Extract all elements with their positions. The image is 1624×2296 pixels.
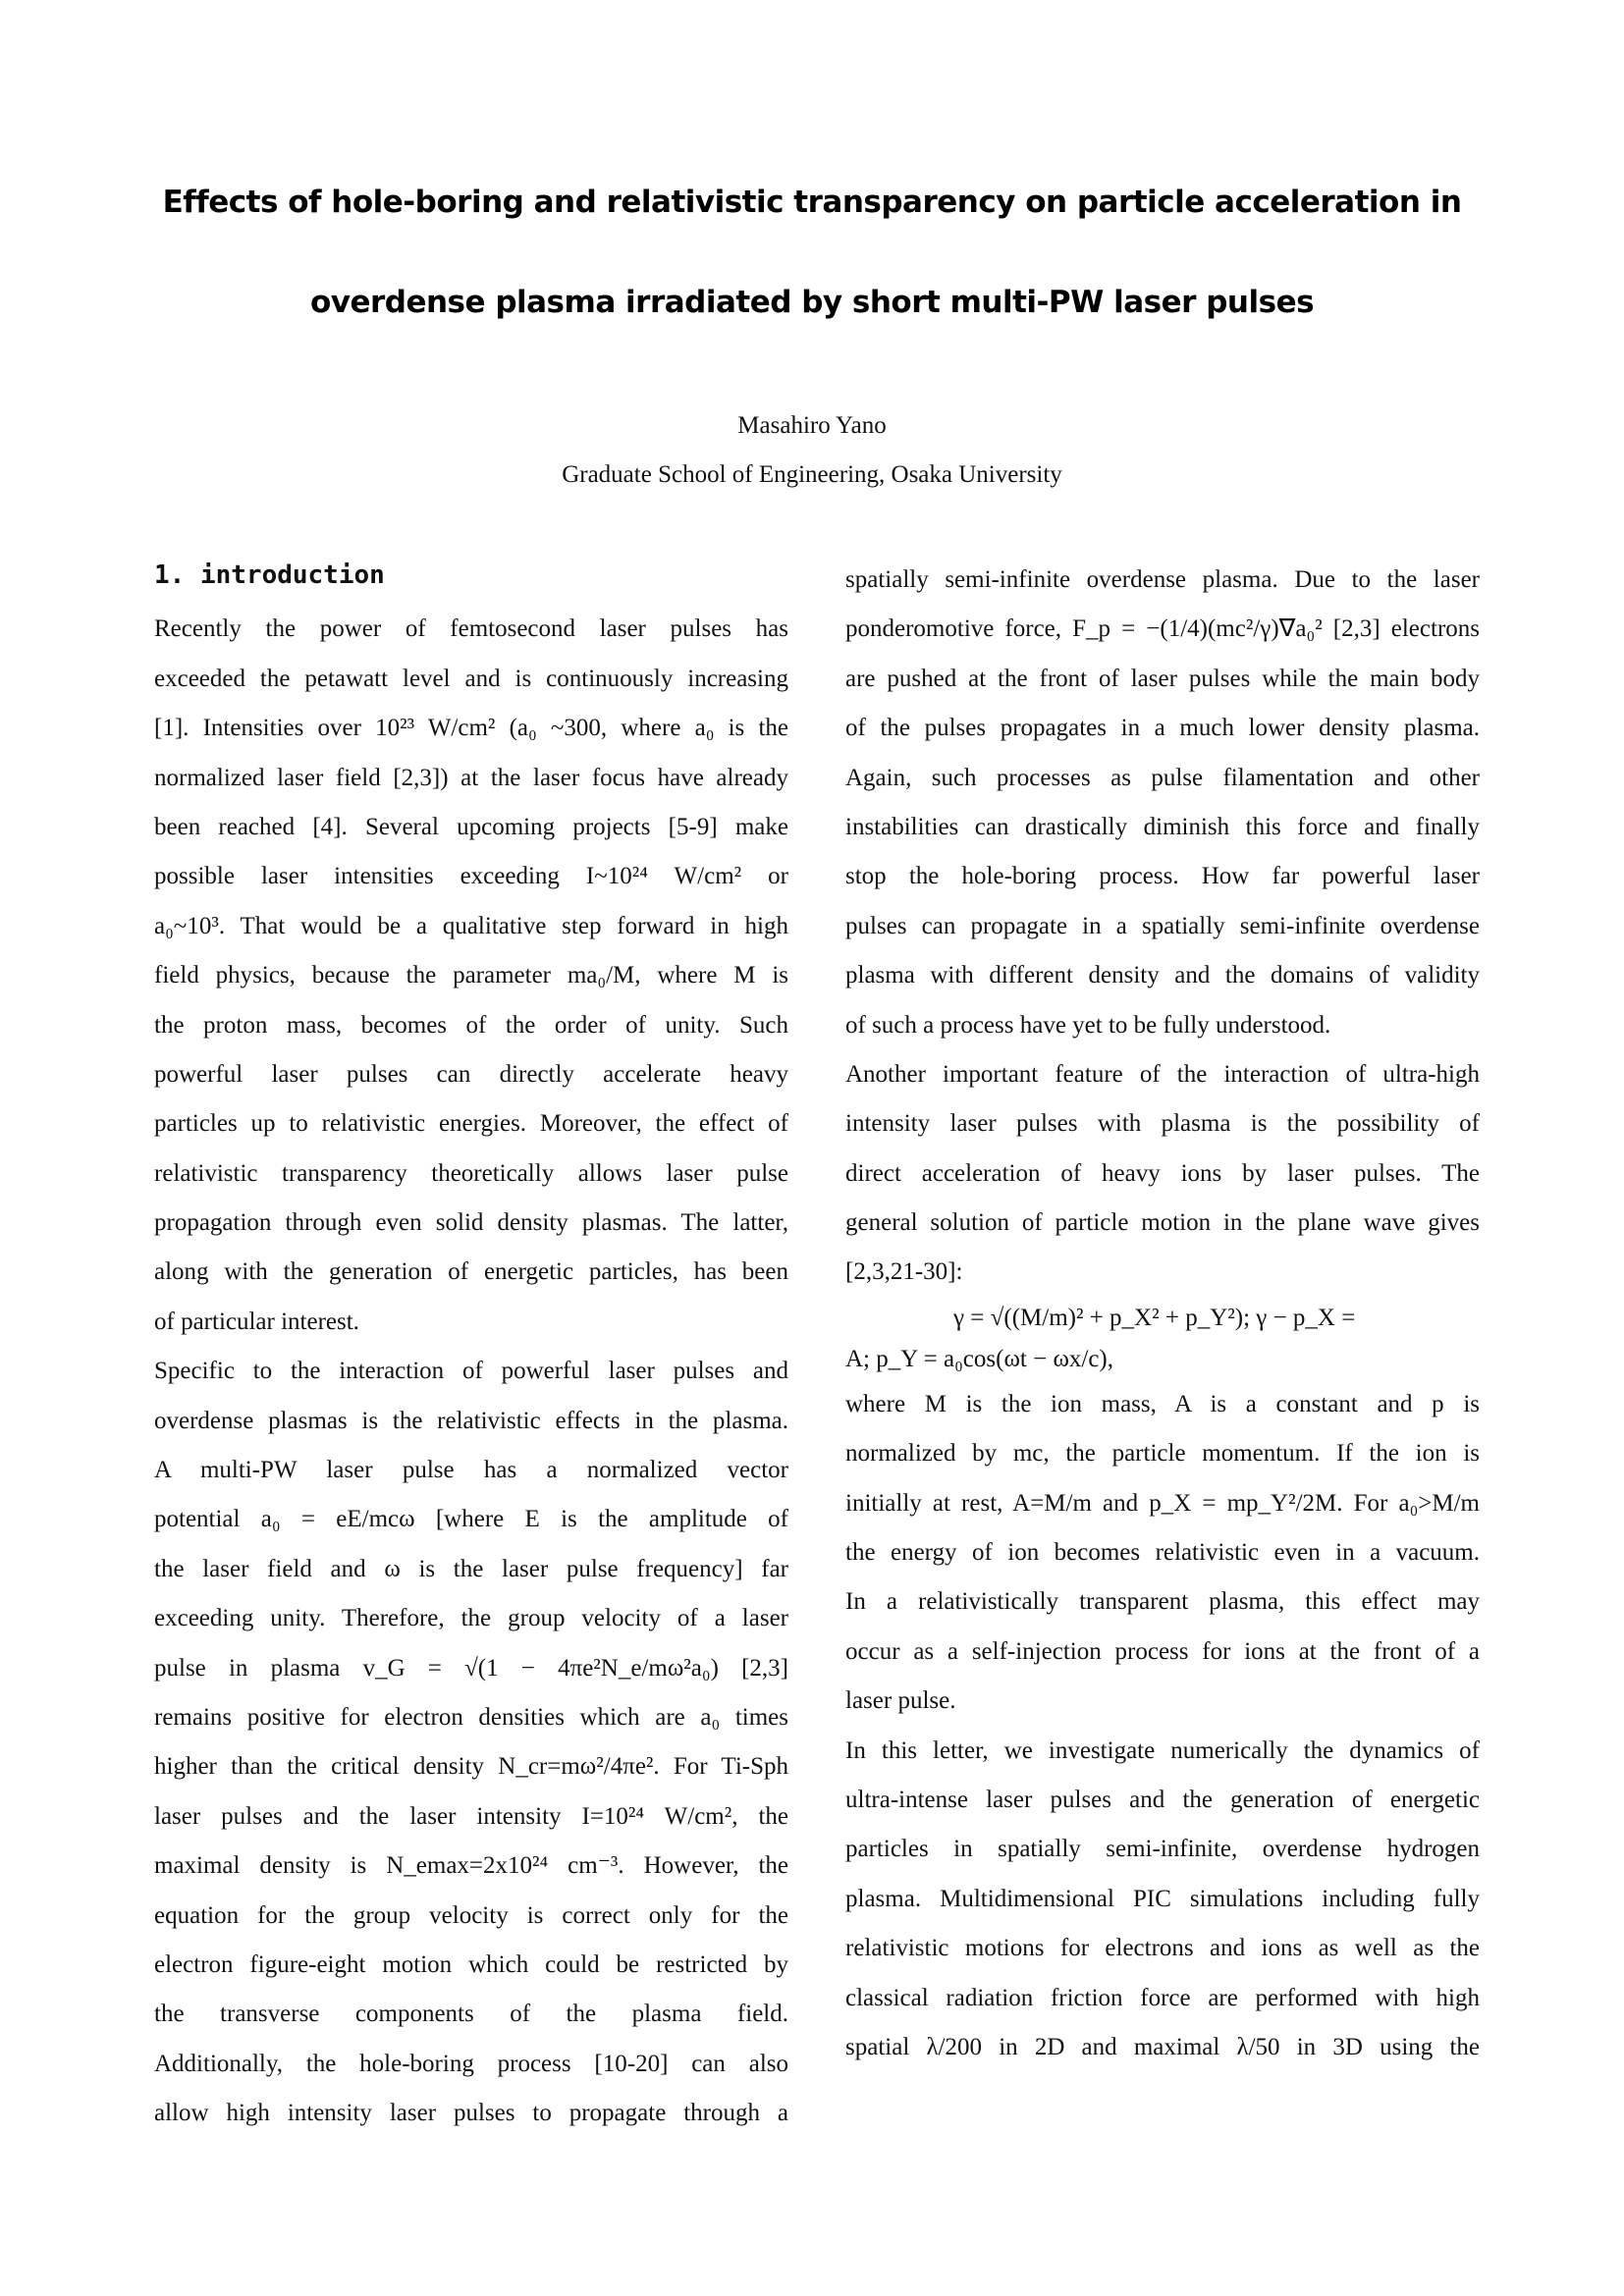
body-line: Specific to the interaction of powerful laser pulses and — [154, 1358, 788, 1385]
author-affiliation: Graduate School of Engineering, Osaka University — [562, 461, 1062, 488]
body-line: Again, such processes as pulse filamentation and other — [845, 764, 1480, 791]
body-line: of such a process have yet to be fully understood. — [845, 1011, 1331, 1039]
body-line: general solution of particle motion in the plane wave gives — [845, 1209, 1480, 1237]
body-line: Recently the power of femtosecond laser pulses has — [154, 615, 788, 643]
body-line: laser pulse. — [845, 1687, 956, 1715]
body-line: spatially semi-infinite overdense plasma. Due to the laser — [845, 566, 1480, 593]
body-line: particles in spatially semi-infinite, overdense hydrogen — [845, 1836, 1480, 1863]
body-line: of the pulses propagates in a much lower density plasma. — [845, 715, 1480, 742]
body-line: occur as a self-injection process for ions at the front of a — [845, 1637, 1480, 1665]
body-line: exceeding unity. Therefore, the group velocity of a laser — [154, 1605, 788, 1632]
paper-title-line-1: Effects of hole-boring and relativistic transparency on particle acceleration in — [162, 185, 1462, 220]
body-line: higher than the critical density N_cr=mω²/4πe². For Ti-Sph — [154, 1753, 788, 1781]
body-line: spatial λ/200 in 2D and maximal λ/50 in 3D using the — [845, 2033, 1480, 2060]
body-line: [1]. Intensities over 10²³ W/cm² (a₀ ~300, where a₀ is the — [154, 715, 788, 742]
body-line: relativistic motions for electrons and ions as well as the — [845, 1935, 1480, 1962]
body-line: normalized laser field [2,3]) at the laser focus have already — [154, 764, 788, 791]
body-line: overdense plasmas is the relativistic effects in the plasma. — [154, 1407, 788, 1434]
body-line-equation: ponderomotive force, F_p = −(1/4)(mc²/γ)∇a₀² [2,3] electrons — [845, 615, 1480, 643]
paper-title-line-2: overdense plasma irradiated by short multi-PW laser pulses — [309, 285, 1315, 320]
left-column — [154, 556, 788, 2139]
body-line: the energy of ion becomes relativistic even in a vacuum. — [845, 1539, 1480, 1567]
right-column — [845, 556, 1480, 2072]
body-line: classical radiation friction force are performed with high — [845, 1984, 1480, 2011]
body-line: the transverse components of the plasma field. — [154, 2001, 788, 2028]
body-line: Additionally, the hole-boring process [10-20] can also — [154, 2050, 788, 2077]
equation-gamma: γ = √((M/m)² + p_X² + p_Y²); γ − p_X = — [953, 1304, 1356, 1331]
body-line: laser pulses and the laser intensity I=10²⁴ W/cm², the — [154, 1802, 788, 1830]
body-line: equation for the group velocity is correct only for the — [154, 1901, 788, 1929]
body-line: the proton mass, becomes of the order of unity. Such — [154, 1011, 788, 1039]
body-line: instabilities can drastically diminish this force and finally — [845, 813, 1480, 840]
body-line: the laser field and ω is the laser pulse frequency] far — [154, 1555, 788, 1582]
body-line: a₀~10³. That would be a qualitative step forward in high — [154, 912, 788, 939]
body-line: along with the generation of energetic particles, has been — [154, 1258, 788, 1286]
body-line: pulses can propagate in a spatially semi-infinite overdense — [845, 912, 1480, 939]
body-line: In this letter, we investigate numerically the dynamics of — [845, 1736, 1480, 1764]
body-line: particles up to relativistic energies. Moreover, the effect of — [154, 1110, 788, 1138]
body-line: where M is the ion mass, A is a constant and p is — [845, 1390, 1480, 1417]
body-line: field physics, because the parameter ma₀/M, where M is — [154, 962, 788, 989]
body-line: A multi-PW laser pulse has a normalized vector — [154, 1457, 788, 1484]
body-line: ultra-intense laser pulses and the generation of energetic — [845, 1786, 1480, 1813]
body-line: are pushed at the front of laser pulses while the main body — [845, 665, 1480, 692]
body-line: electron figure-eight motion which could be restricted by — [154, 1950, 788, 1978]
body-line: powerful laser pulses can directly accelerate heavy — [154, 1060, 788, 1088]
section-heading-introduction: 1. introduction — [154, 561, 385, 590]
body-line: exceeded the petawatt level and is continuously increasing — [154, 665, 788, 692]
body-line-equation: pulse in plasma v_G = √(1 − 4πe²N_e/mω²a₀) [2,3] — [154, 1654, 788, 1682]
body-line: intensity laser pulses with plasma is the possibility of — [845, 1110, 1480, 1138]
body-line: been reached [4]. Several upcoming projects [5-9] make — [154, 813, 788, 840]
body-line: allow high intensity laser pulses to propagate through a — [154, 2100, 788, 2127]
body-line: direct acceleration of heavy ions by laser pulses. The — [845, 1159, 1480, 1187]
body-line: plasma. Multidimensional PIC simulations including fully — [845, 1885, 1480, 1912]
body-line: of particular interest. — [154, 1308, 359, 1335]
body-line: initially at rest, A=M/m and p_X = mp_Y²/2M. For a₀>M/m — [845, 1489, 1480, 1517]
body-line: stop the hole-boring process. How far powerful laser — [845, 863, 1480, 890]
author-name: Masahiro Yano — [737, 412, 887, 439]
equation-momentum: A; p_Y = a₀cos(ωt − ωx/c), — [845, 1345, 1114, 1372]
body-line: normalized by mc, the particle momentum. If the ion is — [845, 1440, 1480, 1468]
body-line-equation: potential a₀ = eE/mcω [where E is the amplitude of — [154, 1506, 788, 1533]
body-line: [2,3,21-30]: — [845, 1258, 963, 1286]
body-line: plasma with different density and the domains of validity — [845, 962, 1480, 989]
body-line: propagation through even solid density plasmas. The latter, — [154, 1209, 788, 1237]
body-line: remains positive for electron densities which are a₀ times — [154, 1703, 788, 1731]
body-line: relativistic transparency theoretically allows laser pulse — [154, 1159, 788, 1187]
body-line: In a relativistically transparent plasma, this effect may — [845, 1588, 1480, 1616]
body-line: possible laser intensities exceeding I~10²⁴ W/cm² or — [154, 863, 788, 890]
body-line: maximal density is N_emax=2x10²⁴ cm⁻³. However, the — [154, 1852, 788, 1880]
body-line: Another important feature of the interaction of ultra-high — [845, 1060, 1480, 1088]
